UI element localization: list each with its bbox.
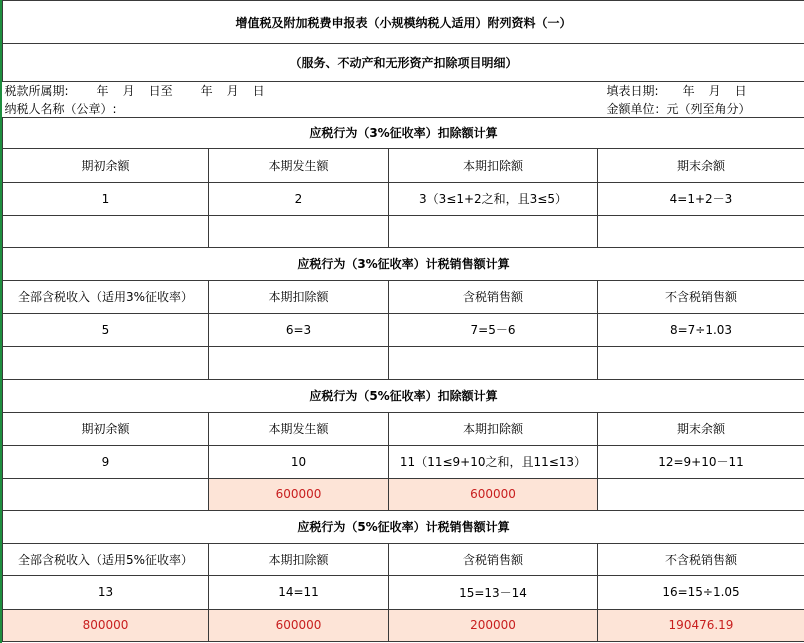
column-code[interactable]: 13 [3,575,209,609]
column-code[interactable]: 3（3≤1+2之和，且3≤5） [389,182,598,215]
column-header[interactable]: 含税销售额 [389,280,598,313]
column-code[interactable]: 15=13－14 [389,575,598,609]
column-code[interactable]: 6=3 [209,313,389,346]
value-cell[interactable]: 600000 [389,478,598,510]
column-code[interactable]: 4=1+2－3 [598,182,804,215]
column-header[interactable]: 全部含税收入（适用3%征收率） [3,280,209,313]
value-cell[interactable]: 600000 [209,478,389,510]
value-cell[interactable] [3,346,209,379]
column-code[interactable]: 16=15÷1.05 [598,575,804,609]
column-header[interactable]: 不含税销售额 [598,280,804,313]
column-header[interactable]: 期末余额 [598,412,804,445]
tax-period[interactable]: 税款所属期: 年 月 日至 年 月 日 [4,84,265,99]
amount-unit[interactable]: 金额单位：元（列至角分） [606,101,751,116]
report-title[interactable]: 增值税及附加税费申报表（小规模纳税人适用）附列资料（一） [3,1,804,44]
value-cell[interactable] [598,215,804,247]
column-header[interactable]: 期末余额 [598,148,804,182]
column-code[interactable]: 10 [209,445,389,478]
value-cell[interactable] [3,478,209,510]
column-header[interactable]: 期初余额 [3,148,209,182]
column-header[interactable]: 本期发生额 [209,148,389,182]
column-header[interactable]: 全部含税收入（适用5%征收率） [3,543,209,575]
value-cell[interactable]: 600000 [209,609,389,641]
column-header[interactable]: 本期扣除额 [389,412,598,445]
value-cell[interactable] [3,215,209,247]
value-cell[interactable] [209,215,389,247]
fill-date-label: 填表日期: [606,84,659,99]
column-code[interactable]: 8=7÷1.03 [598,313,804,346]
taxpayer-name[interactable]: 纳税人名称（公章）: [4,101,117,116]
column-header[interactable]: 本期发生额 [209,412,389,445]
column-header[interactable]: 期初余额 [3,412,209,445]
column-header[interactable]: 本期扣除额 [209,280,389,313]
column-code[interactable]: 9 [3,445,209,478]
value-cell[interactable] [389,346,598,379]
column-header[interactable]: 不含税销售额 [598,543,804,575]
section-title[interactable]: 应税行为（3%征收率）计税销售额计算 [3,247,804,280]
section-title[interactable]: 应税行为（5%征收率）扣除额计算 [3,379,804,412]
column-code[interactable]: 14=11 [209,575,389,609]
report-table [2,0,804,642]
value-cell[interactable]: 190476.19 [598,609,804,641]
fill-date[interactable]: 填表日期: 年 月 日 [606,84,747,99]
column-code[interactable]: 5 [3,313,209,346]
column-header[interactable]: 含税销售额 [389,543,598,575]
value-cell[interactable]: 200000 [389,609,598,641]
value-cell[interactable]: 800000 [3,609,209,641]
value-cell[interactable] [598,478,804,510]
column-code[interactable]: 11（11≤9+10之和，且11≤13） [389,445,598,478]
tax-period-label: 税款所属期: [4,84,69,99]
report-subtitle[interactable]: （服务、不动产和无形资产扣除项目明细） [3,44,804,82]
section-title[interactable]: 应税行为（5%征收率）计税销售额计算 [3,510,804,543]
column-code[interactable]: 1 [3,182,209,215]
column-header[interactable]: 本期扣除额 [389,148,598,182]
column-code[interactable]: 7=5－6 [389,313,598,346]
value-cell[interactable] [598,346,804,379]
column-code[interactable]: 2 [209,182,389,215]
value-cell[interactable] [209,346,389,379]
section-title[interactable]: 应税行为（3%征收率）扣除额计算 [3,117,804,148]
column-code[interactable]: 12=9+10－11 [598,445,804,478]
column-header[interactable]: 本期扣除额 [209,543,389,575]
value-cell[interactable] [389,215,598,247]
